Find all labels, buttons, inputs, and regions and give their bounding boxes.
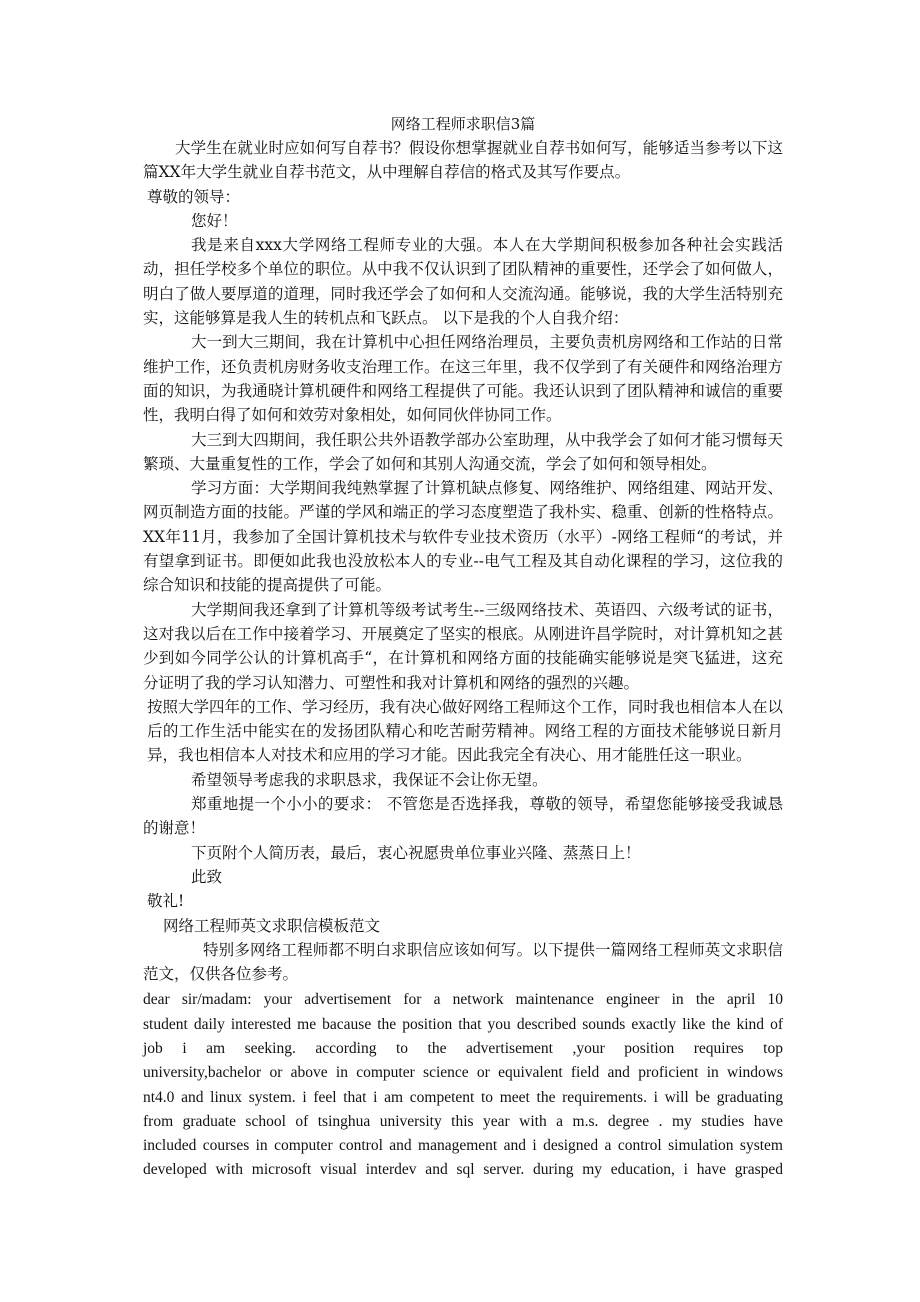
section-subtitle: 网络工程师英文求职信模板范文 (163, 916, 381, 935)
body-paragraph-outdented: 按照大学四年的工作、学习经历，我有决心做好网络工程师这个工作，同时我也相信本人在以后的工作生活中能实在的发扬团队精心和吃苦耐劳精神。网络工程的方面技术能够说日新月异，我也相信本人对技术和应用的学习才能。因此我完全有决心、用才能胜任这一职业。 (147, 697, 783, 765)
english-line: from graduate school of tsinghua university this year with a m.s. degree . my studies have (143, 1112, 783, 1130)
document-title: 网络工程师求职信3篇 (390, 115, 536, 133)
english-line: dear sir/madam: your advertisement for a network maintenance engineer in the april 10 (143, 991, 783, 1009)
hope-line: 希望领导考虑我的求职恳求，我保证不会让你无望。 (191, 770, 548, 789)
salutation: 尊敬的领导： (147, 187, 241, 206)
closing-line-1: 此致 (191, 867, 223, 886)
english-line: student daily interested me bacause the position that you described sounds exactly like the kind of (143, 1015, 783, 1033)
english-line: job i am seeking. according to the advertisement ,your position requires top (143, 1039, 783, 1057)
body-paragraph: 大三到大四期间，我任职公共外语教学部办公室助理，从中我学会了如何才能习惯每天繁琐、大量重复性的工作，学会了如何和其别人沟通交流，学会了如何和领导相处。 (143, 430, 783, 473)
english-line: developed with microsoft visual interdev and sql server. during my education, i have grasped (143, 1161, 783, 1179)
document-page (143, 112, 783, 1183)
attachment-line: 下页附个人简历表，最后，衷心祝愿贵单位事业兴隆、蒸蒸日上！ (191, 843, 641, 862)
section-intro: 特别多网络工程师都不明白求职信应该如何写。以下提供一篇网络工程师英文求职信范文，仅供各位参考。 (143, 940, 783, 984)
english-line: university,bachelor or above in computer science or equivalent field and proficient in windows (143, 1064, 783, 1082)
body-paragraph: 大一到大三期间，我在计算机中心担任网络治理员，主要负责机房网络和工作站的日常维护工作，还负责机房财务收支治理工作。在这三年里，我不仅学到了有关硬件和网络治理方面的知识，为我通晓计算机硬件和网络工程提供了可能。我还认识到了团队精神和诚信的重要性，我明白得了如何和效劳对象相处，如何同伙伴协同工作。 (143, 333, 783, 425)
english-line: nt4.0 and linux system. i feel that i am competent to meet the requirements. i will be graduating (143, 1088, 783, 1106)
greeting: 您好！ (191, 211, 238, 230)
english-line: included courses in computer control and management and i designed a control simulation system (143, 1137, 783, 1155)
body-paragraph: 学习方面：大学期间我纯熟掌握了计算机缺点修复、网络维护、网络组建、网站开发、网页制造方面的技能。严谨的学风和端正的学习态度塑造了我朴实、稳重、创新的性格特点。XX年11月，我参加了全国计算机技术与软件专业技术资历（水平）-网络工程师“的考试，并有望拿到证书。即便如此我也没放松本人的专业--电气工程及其自动化课程的学习，这位我的综合知识和技能的提高提供了可能。 (143, 479, 783, 595)
body-paragraph: 大学期间我还拿到了计算机等级考试考生--三级网络技术、英语四、六级考试的证书，这对我以后在工作中接着学习、开展奠定了坚实的根底。从刚进许昌学院时，对计算机知之甚少到如今同学公认的计算机高手“，在计算机和网络方面的技能确实能够说是突飞猛进，这充分证明了我的学习认知潜力、可塑性和我对计算机和网络的强烈的兴趣。 (143, 600, 783, 692)
request-paragraph: 郑重地提一个小小的要求： 不管您是否选择我，尊敬的领导，希望您能够接受我诚恳的谢意！ (143, 795, 783, 838)
intro-paragraph: 大学生在就业时应如何写自荐书？假设你想掌握就业自荐书如何写，能够适当参考以下这篇XX年大学生就业自荐书范文，从中理解自荐信的格式及其写作要点。 (143, 139, 783, 182)
english-letter (143, 988, 783, 1182)
body-paragraph: 我是来自xxx大学网络工程师专业的大强。本人在大学期间积极参加各种社会实践活动，担任学校多个单位的职位。从中我不仅认识到了团队精神的重要性，还学会了如何做人，明白了做人要厚道的道理，同时我还学会了如何和人交流沟通。能够说，我的大学生活特别充实，这能够算是我人生的转机点和飞跃点。 以下是我的个人自我介绍： (143, 236, 783, 328)
closing-line-2: 敬礼! (147, 892, 185, 911)
